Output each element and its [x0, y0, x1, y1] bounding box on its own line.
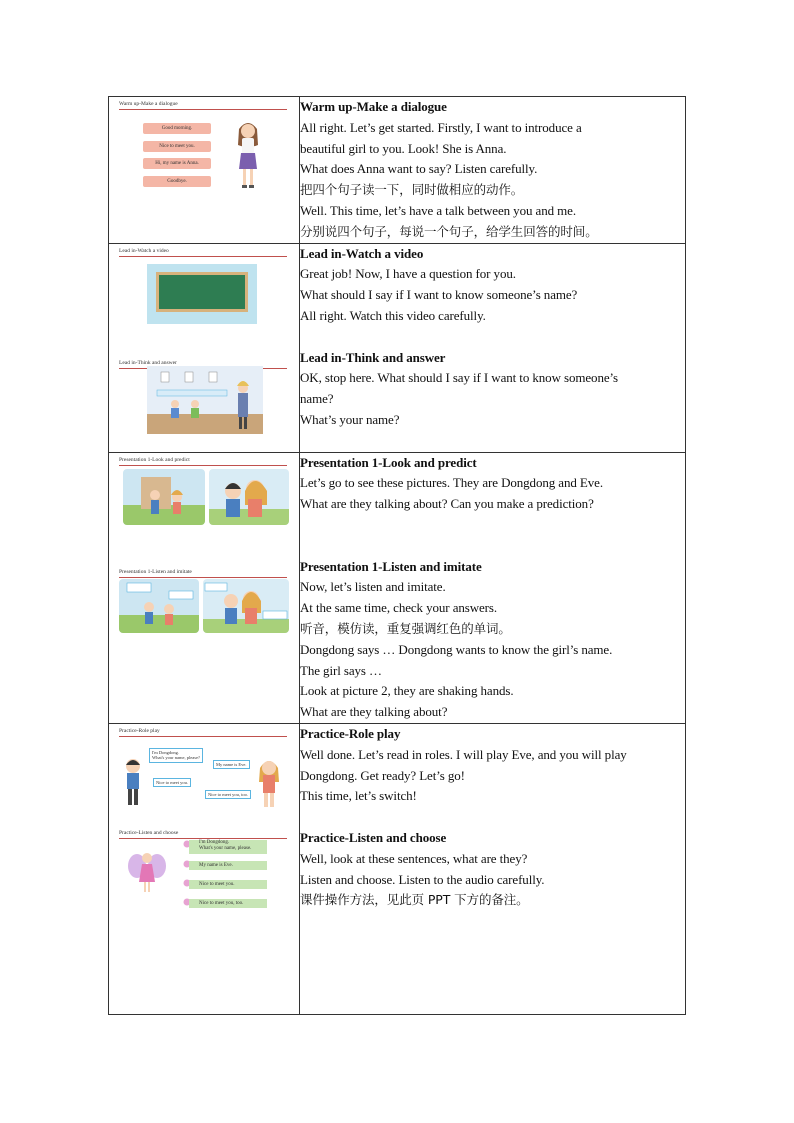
comic-picture-1	[119, 579, 199, 633]
classroom-scene-image	[147, 366, 263, 434]
section-heading: Warm up-Make a dialogue	[300, 99, 447, 114]
teacher-script	[300, 243, 686, 452]
answer-option[interactable]: Nice to meet you.	[189, 880, 267, 889]
slide-listen-imitate	[113, 565, 295, 651]
script-line: What are they talking about?	[300, 704, 448, 720]
teacher-script	[300, 723, 686, 1014]
script-line: Dongdong says … Dongdong wants to know the girl’s name.	[300, 641, 613, 657]
dialogue-pill: Goodbye.	[143, 176, 211, 187]
speech-bubble: Nice to meet you, too.	[205, 790, 251, 800]
script-line: The girl says …	[300, 662, 382, 678]
slide-watch-video	[113, 244, 295, 354]
slide-listen-choose	[113, 826, 295, 922]
spacer	[300, 515, 685, 536]
script-line: Well. This time, let’s have a talk between you and me.	[300, 202, 576, 218]
script-line: Look at picture 2, they are shaking hands.	[300, 683, 514, 699]
answer-option[interactable]: Nice to meet you, too.	[189, 899, 267, 908]
boy-illustration	[123, 758, 143, 810]
spacer	[300, 536, 685, 557]
script-line: 听音，模仿读，重复强调红色的单词。	[300, 620, 511, 636]
slide-title: Presentation 1-Listen and imitate	[119, 568, 192, 575]
script-line: Listen and choose. Listen to the audio carefully.	[300, 871, 545, 887]
slide-title: Practice-Listen and choose	[119, 829, 179, 836]
bubble-line: What's your name, please?	[152, 755, 201, 761]
comic-picture-2	[203, 579, 289, 633]
slide-thumbnails	[109, 723, 300, 1014]
section-heading: Presentation 1-Look and predict	[300, 454, 477, 470]
table-row	[109, 97, 686, 244]
section-heading: Practice-Listen and choose	[300, 829, 447, 845]
table-row	[109, 452, 686, 723]
script-line: Let’s go to see these pictures. They are Dongdong and Eve.	[300, 475, 603, 491]
script-line: 把四个句子读一下，同时做相应的动作。	[300, 182, 524, 198]
slide-title: Presentation 1-Look and predict	[119, 456, 190, 463]
script-line: All right. Watch this video carefully.	[300, 307, 486, 323]
slide-rule	[119, 577, 287, 578]
answer-option[interactable]	[189, 840, 267, 854]
lesson-plan-table	[108, 96, 686, 1015]
speech-bubble: My name is Eve.	[213, 760, 250, 770]
script-line: name?	[300, 391, 334, 407]
script-line: What should I say if I want to know someone’s name?	[300, 287, 578, 303]
fairy-illustration	[127, 848, 167, 896]
section-heading: Lead in-Watch a video	[300, 245, 424, 261]
slide-title: Lead in-Think and answer	[119, 359, 177, 366]
script-line: What are they talking about? Can you make a prediction?	[300, 496, 594, 512]
script-line: 课件操作方法，见此页 PPT 下方的备注。	[300, 892, 529, 908]
speech-bubble: Nice to meet you.	[153, 778, 191, 788]
script-line: OK, stop here. What should I say if I want to know someone’s	[300, 370, 618, 386]
video-frame	[147, 264, 257, 324]
slide-think-answer	[113, 356, 295, 452]
dialogue-pill: Hi, my name is Anna.	[143, 158, 211, 169]
slide-thumbnails	[109, 452, 300, 723]
teacher-script	[300, 97, 686, 244]
script-line: This time, let’s switch!	[300, 788, 417, 804]
bubble-line: I'm Dongdong.	[152, 749, 180, 755]
script-line: Dongdong. Get ready? Let’s go!	[300, 767, 465, 783]
slide-title: Lead in-Watch a video	[119, 247, 169, 254]
script-line: At the same time, check your answers.	[300, 600, 498, 616]
script-line: Now, let’s listen and imitate.	[300, 579, 446, 595]
spacer	[300, 807, 685, 828]
script-line: Great job! Now, I have a question for you.	[300, 266, 516, 282]
option-line: What's your name, please.	[199, 845, 252, 851]
blackboard-image	[156, 272, 248, 312]
slide-rule	[119, 109, 287, 110]
slide-look-predict	[113, 453, 295, 565]
table-row	[109, 243, 686, 452]
section-heading: Lead in-Think and answer	[300, 349, 446, 365]
script-line: What’s your name?	[300, 411, 400, 427]
script-line: Well done. Let’s read in roles. I will play Eve, and you will play	[300, 746, 627, 762]
table-row	[109, 723, 686, 1014]
spacer	[300, 327, 685, 348]
comic-picture-2	[209, 469, 289, 525]
slide-role-play	[113, 724, 295, 826]
girl-illustration	[257, 758, 281, 812]
slide-title: Warm up-Make a dialogue	[119, 101, 178, 107]
slide-rule	[119, 256, 287, 257]
script-line: 分别说四个句子，每说一个句子，给学生回答的时间。	[300, 223, 598, 239]
dialogue-pill: Nice to meet you.	[143, 141, 211, 152]
section-heading: Practice-Role play	[300, 725, 401, 741]
speech-bubble	[149, 748, 203, 763]
teacher-script	[300, 452, 686, 723]
section-heading: Presentation 1-Listen and imitate	[300, 558, 482, 574]
slide-title: Practice-Role play	[119, 727, 160, 734]
slide-rule	[119, 465, 287, 466]
script-line: beautiful girl to you. Look! She is Anna.	[300, 140, 507, 156]
slide-thumbnails	[109, 97, 300, 244]
slide-thumbnails	[109, 243, 300, 452]
script-line: What does Anna want to say? Listen carefully.	[300, 161, 538, 177]
slide-warm-up	[113, 97, 295, 197]
option-line: I'm Dongdong.	[199, 839, 230, 845]
slide-rule	[119, 838, 287, 839]
script-line: All right. Let’s get started. Firstly, I want to introduce a	[300, 119, 582, 135]
answer-option[interactable]: My name is Eve.	[189, 861, 267, 870]
script-line: Well, look at these sentences, what are they?	[300, 850, 528, 866]
slide-rule	[119, 736, 287, 737]
girl-illustration	[233, 119, 263, 191]
dialogue-pill: Good morning.	[143, 123, 211, 134]
comic-picture-1	[123, 469, 205, 525]
